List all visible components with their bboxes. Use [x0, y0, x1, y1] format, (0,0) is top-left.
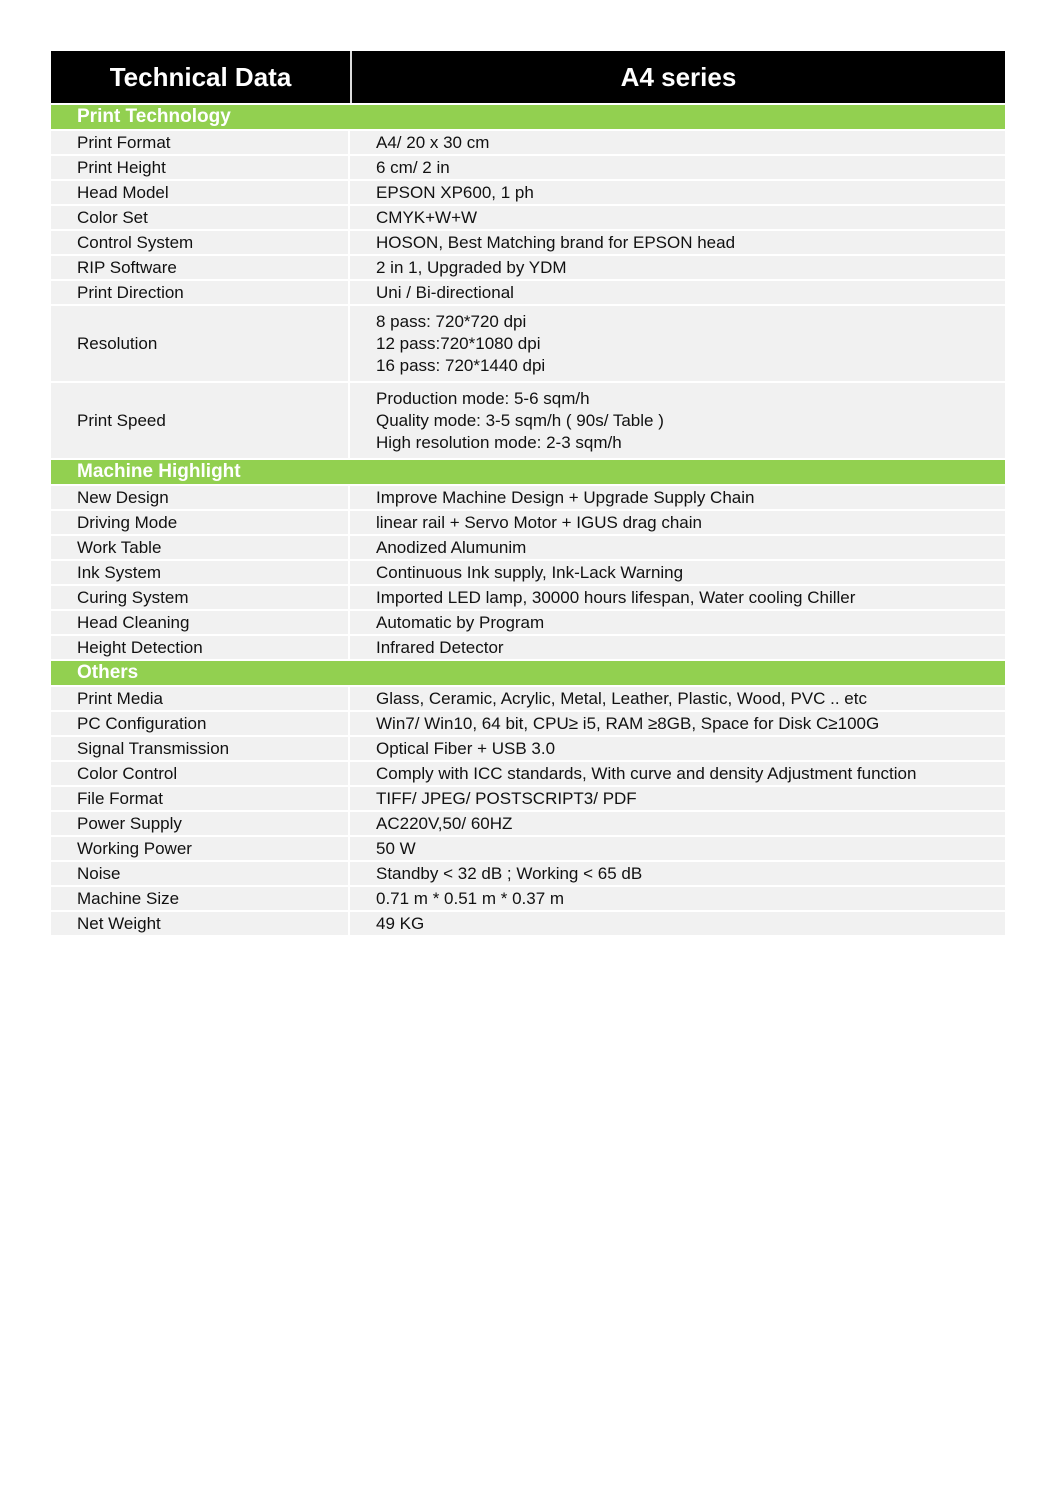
row-value: [350, 536, 1005, 559]
row-value: [350, 206, 1005, 229]
row-label: Net Weight: [51, 912, 350, 935]
row-label: New Design: [51, 486, 350, 509]
table-row: [51, 131, 1005, 154]
value-line: 2 in 1, Upgraded by YDM: [376, 257, 567, 277]
value-line: Imported LED lamp, 30000 hours lifespan, Water cooling Chiller: [376, 587, 856, 607]
row-value: [350, 156, 1005, 179]
value-line: 6 cm/ 2 in: [376, 157, 450, 177]
table-row: [51, 561, 1005, 584]
table-row: [51, 837, 1005, 860]
table-row: [51, 281, 1005, 304]
table-row: [51, 787, 1005, 810]
row-value: [350, 611, 1005, 634]
row-value: [350, 636, 1005, 659]
row-value: [350, 256, 1005, 279]
value-line: Continuous Ink supply, Ink-Lack Warning: [376, 562, 684, 582]
value-line: EPSON XP600, 1 ph: [376, 182, 534, 202]
row-label: Print Format: [51, 131, 350, 154]
row-label: Head Model: [51, 181, 350, 204]
row-value: [350, 511, 1005, 534]
section-header: Print Technology: [51, 105, 1005, 129]
table-row: [51, 231, 1005, 254]
table-row: [51, 862, 1005, 885]
row-label: RIP Software: [51, 256, 350, 279]
value-line: TIFF/ JPEG/ POSTSCRIPT3/ PDF: [376, 788, 637, 808]
row-value: [350, 687, 1005, 710]
table-body: [51, 105, 1005, 935]
row-value: [350, 586, 1005, 609]
row-label: Print Direction: [51, 281, 350, 304]
table-row: [51, 887, 1005, 910]
row-label: Head Cleaning: [51, 611, 350, 634]
value-line: Win7/ Win10, 64 bit, CPU≥ i5, RAM ≥8GB, Space for Disk C≥100G: [376, 713, 880, 733]
table-row: [51, 256, 1005, 279]
header-technical-data: Technical Data: [51, 51, 352, 103]
row-value: [350, 486, 1005, 509]
table-row: [51, 383, 1005, 458]
row-label: Color Set: [51, 206, 350, 229]
row-label: File Format: [51, 787, 350, 810]
row-label: Height Detection: [51, 636, 350, 659]
table-row: [51, 181, 1005, 204]
row-label: Work Table: [51, 536, 350, 559]
row-label: PC Configuration: [51, 712, 350, 735]
value-line: Automatic by Program: [376, 612, 545, 632]
row-value: [350, 231, 1005, 254]
table-row: [51, 586, 1005, 609]
table-row: [51, 912, 1005, 935]
row-label: Driving Mode: [51, 511, 350, 534]
row-value: [350, 306, 1005, 381]
row-value: [350, 912, 1005, 935]
row-label: Print Speed: [51, 383, 350, 458]
row-value: [350, 181, 1005, 204]
row-value: [350, 131, 1005, 154]
row-label: Power Supply: [51, 812, 350, 835]
value-line: linear rail + Servo Motor + IGUS drag chain: [376, 512, 702, 532]
value-line: Improve Machine Design + Upgrade Supply Chain: [376, 487, 755, 507]
value-line: CMYK+W+W: [376, 207, 478, 227]
table-row: [51, 636, 1005, 659]
row-value: [350, 762, 1005, 785]
value-line: 50 W: [376, 838, 416, 858]
row-label: Noise: [51, 862, 350, 885]
value-line: Glass, Ceramic, Acrylic, Metal, Leather, Plastic, Wood, PVC .. etc: [376, 688, 867, 708]
row-value: [350, 862, 1005, 885]
table-row: [51, 536, 1005, 559]
row-value: [350, 812, 1005, 835]
table-row: [51, 737, 1005, 760]
table-row: [51, 486, 1005, 509]
value-line: A4/ 20 x 30 cm: [376, 132, 490, 152]
row-label: Curing System: [51, 586, 350, 609]
value-line: 8 pass: 720*720 dpi: [376, 311, 527, 331]
row-value: [350, 887, 1005, 910]
value-line: Comply with ICC standards, With curve and density Adjustment function: [376, 763, 917, 783]
value-line: High resolution mode: 2-3 sqm/h: [376, 432, 622, 452]
table-row: [51, 156, 1005, 179]
row-value: [350, 837, 1005, 860]
value-line: Infrared Detector: [376, 637, 504, 657]
row-value: [350, 561, 1005, 584]
row-label: Machine Size: [51, 887, 350, 910]
value-line: Standby < 32 dB ; Working < 65 dB: [376, 863, 643, 883]
value-line: Quality mode: 3-5 sqm/h ( 90s/ Table ): [376, 410, 664, 430]
table-row: [51, 511, 1005, 534]
value-line: Optical Fiber + USB 3.0: [376, 738, 556, 758]
row-label: Color Control: [51, 762, 350, 785]
value-line: AC220V,50/ 60HZ: [376, 813, 513, 833]
table-row: [51, 762, 1005, 785]
table-row: [51, 206, 1005, 229]
value-line: HOSON, Best Matching brand for EPSON head: [376, 232, 736, 252]
value-line: Production mode: 5-6 sqm/h: [376, 388, 590, 408]
table-row: [51, 687, 1005, 710]
row-label: Print Media: [51, 687, 350, 710]
row-value: [350, 281, 1005, 304]
value-line: Anodized Alumunim: [376, 537, 527, 557]
table-row: [51, 712, 1005, 735]
row-label: Signal Transmission: [51, 737, 350, 760]
table-row: [51, 611, 1005, 634]
row-label: Resolution: [51, 306, 350, 381]
row-value: [350, 383, 1005, 458]
table-row: [51, 306, 1005, 381]
row-value: [350, 787, 1005, 810]
header-a4-series: A4 series: [620, 61, 737, 92]
value-line: Uni / Bi-directional: [376, 282, 514, 302]
value-line: 49 KG: [376, 913, 425, 933]
row-label: Ink System: [51, 561, 350, 584]
technical-data-table: [51, 51, 1005, 935]
row-label: Print Height: [51, 156, 350, 179]
row-label: Working Power: [51, 837, 350, 860]
row-label: Control System: [51, 231, 350, 254]
table-row: [51, 812, 1005, 835]
value-line: 16 pass: 720*1440 dpi: [376, 355, 546, 375]
table-header: [51, 51, 1005, 103]
row-value: [350, 712, 1005, 735]
value-line: 12 pass:720*1080 dpi: [376, 333, 541, 353]
section-header: Machine Highlight: [51, 460, 1005, 484]
value-line: 0.71 m * 0.51 m * 0.37 m: [376, 888, 565, 908]
row-value: [350, 737, 1005, 760]
section-header: Others: [51, 661, 1005, 685]
